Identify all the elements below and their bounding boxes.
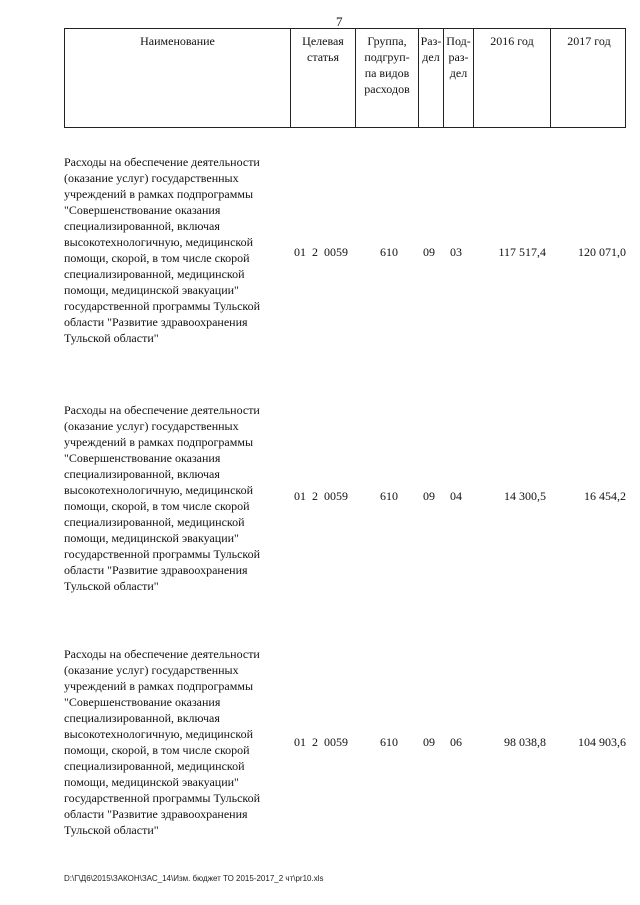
file-path-footer: D:\Г\Д6\2015\ЗАКОН\ЗАС_14\Изм. бюджет ТО 2015-2017_2 чт\pr10.xls (64, 874, 324, 883)
table-row (0, 154, 640, 354)
header-group-line: Группа, (367, 34, 407, 48)
header-group-line: па видов (364, 66, 410, 80)
description-line: области "Развитие здравоохранения (64, 807, 248, 821)
header-target-line: Целевая (302, 34, 344, 48)
description-line: области "Развитие здравоохранения (64, 315, 248, 329)
table-row (0, 402, 640, 602)
description-line: специализированной, включая (64, 467, 220, 481)
description-line: помощи, медицинской эвакуации" (64, 775, 239, 789)
description-line: специализированной, включая (64, 219, 220, 233)
description-line: (оказание услуг) государственных (64, 419, 239, 433)
amount-2017: 120 071,0 (578, 245, 626, 259)
table-header (64, 28, 626, 128)
description-line: Тульской области" (64, 579, 159, 593)
amount-2016: 98 038,8 (504, 735, 546, 749)
amount-2017: 104 903,6 (578, 735, 626, 749)
target-article: 01 2 0059 (294, 245, 348, 259)
amount-2017: 16 454,2 (584, 489, 626, 503)
description-line: "Совершенствование оказания (64, 203, 221, 217)
header-2017-label: 2017 год (567, 34, 611, 48)
expense-group: 610 (380, 489, 398, 503)
description-line: Расходы на обеспечение деятельности (64, 155, 260, 169)
description-line: государственной программы Тульской (64, 791, 261, 805)
header-2017 (550, 29, 627, 127)
header-2016 (473, 29, 550, 127)
header-group (355, 29, 418, 127)
header-target-line: статья (307, 50, 339, 64)
row-description (64, 402, 286, 594)
target-article: 01 2 0059 (294, 735, 348, 749)
header-target (290, 29, 355, 127)
description-line: (оказание услуг) государственных (64, 663, 239, 677)
table-row (0, 646, 640, 846)
row-description (64, 646, 286, 838)
description-line: государственной программы Тульской (64, 299, 261, 313)
amount-2016: 117 517,4 (498, 245, 546, 259)
section-code: 09 (423, 489, 435, 503)
section-code: 09 (423, 245, 435, 259)
description-line: Тульской области" (64, 823, 159, 837)
row-description (64, 154, 286, 346)
section-code: 09 (423, 735, 435, 749)
description-line: помощи, скорой, в том числе скорой (64, 743, 250, 757)
description-line: государственной программы Тульской (64, 547, 261, 561)
description-line: специализированной, медицинской (64, 515, 245, 529)
subsection-code: 03 (450, 245, 462, 259)
description-line: учреждений в рамках подпрограммы (64, 679, 254, 693)
header-2016-label: 2016 год (490, 34, 534, 48)
description-line: помощи, медицинской эвакуации" (64, 531, 239, 545)
description-line: (оказание услуг) государственных (64, 171, 239, 185)
header-subsection (443, 29, 473, 127)
header-name-label: Наименование (140, 34, 215, 48)
description-line: "Совершенствование оказания (64, 695, 221, 709)
description-line: Тульской области" (64, 331, 159, 345)
header-section-line: Раз- (420, 34, 442, 48)
header-subsection-line: дел (449, 66, 468, 80)
description-line: высокотехнологичную, медицинской (64, 483, 254, 497)
header-section-line: дел (422, 50, 440, 64)
description-line: Расходы на обеспечение деятельности (64, 403, 260, 417)
description-line: специализированной, медицинской (64, 759, 245, 773)
description-line: области "Развитие здравоохранения (64, 563, 248, 577)
page-number: 7 (336, 14, 343, 29)
description-line: высокотехнологичную, медицинской (64, 727, 254, 741)
description-line: "Совершенствование оказания (64, 451, 221, 465)
description-line: высокотехнологичную, медицинской (64, 235, 254, 249)
description-line: специализированной, включая (64, 711, 220, 725)
description-line: учреждений в рамках подпрограммы (64, 435, 254, 449)
subsection-code: 04 (450, 489, 462, 503)
header-group-line: подгруп- (364, 50, 410, 64)
description-line: учреждений в рамках подпрограммы (64, 187, 254, 201)
header-group-line: расходов (364, 82, 410, 96)
header-section (418, 29, 443, 127)
target-article: 01 2 0059 (294, 489, 348, 503)
header-subsection-line: Под- (446, 34, 471, 48)
expense-group: 610 (380, 245, 398, 259)
description-line: помощи, медицинской эвакуации" (64, 283, 239, 297)
description-line: помощи, скорой, в том числе скорой (64, 499, 250, 513)
header-name (65, 29, 290, 127)
amount-2016: 14 300,5 (504, 489, 546, 503)
header-subsection-line: раз- (448, 50, 469, 64)
expense-group: 610 (380, 735, 398, 749)
subsection-code: 06 (450, 735, 462, 749)
description-line: помощи, скорой, в том числе скорой (64, 251, 250, 265)
description-line: Расходы на обеспечение деятельности (64, 647, 260, 661)
description-line: специализированной, медицинской (64, 267, 245, 281)
